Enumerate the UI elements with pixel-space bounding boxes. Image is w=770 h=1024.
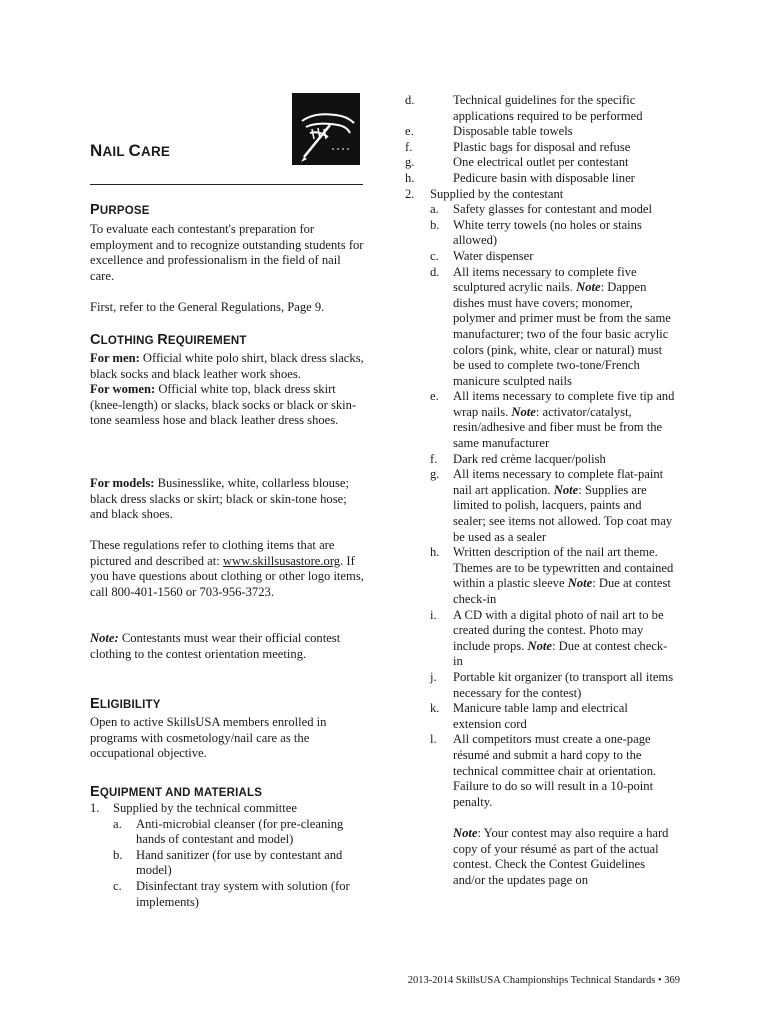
list-item-label: g.: [405, 155, 415, 170]
list-item-text: Safety glasses for contestant and model: [453, 202, 652, 217]
clothing-models: For models: Businesslike, white, collarless blouse; black dress slacks or skirt; black or skin-tone hose; and black shoes.: [90, 476, 349, 522]
list-item-label: b.: [113, 847, 123, 862]
note-label: Note: [567, 576, 593, 591]
list-item-text: Portable kit organizer (to transport all items necessary for the contest): [453, 669, 674, 700]
page-title: NAIL CARE: [90, 141, 171, 160]
clothing-regulations: These regulations refer to clothing items that are pictured and described at: www.skillsusastore.org. If you have questions about clothing or other logo items, call 800-401-1560 or 703-956-3723.: [90, 538, 364, 599]
list-item: [113, 879, 366, 910]
hand-painting-nail-icon: [292, 93, 360, 165]
list-item-label: a.: [430, 202, 439, 217]
nail-care-logo: [292, 93, 360, 165]
general-regulations-ref: First, refer to the General Regulations, Page 9.: [90, 300, 325, 314]
section-2-title: 2. Supplied by the contestant: [405, 186, 564, 201]
purpose-heading: PURPOSE: [90, 202, 150, 218]
list-item-label: l.: [430, 732, 437, 747]
list-item-label: f.: [430, 451, 438, 466]
list-item-text: Hand sanitizer (for use by contestant and model): [136, 847, 343, 878]
list-item-text: Pedicure basin with disposable liner: [453, 170, 635, 185]
list-item-label: d.: [405, 93, 415, 107]
resume-note: Note: Your contest may also require a hard copy of your résumé as part of the actual contest. Check the Contest Guidelines and/or the updates page on: [453, 825, 669, 887]
list-item-text: One electrical outlet per contestant: [453, 155, 629, 170]
list-item: [405, 93, 675, 124]
list-item-label: g.: [430, 467, 440, 482]
list-item-label: b.: [430, 217, 440, 232]
note-label: Note: [576, 280, 601, 295]
list-item-label: c.: [430, 248, 439, 263]
note-label: Note: [527, 638, 552, 653]
list-item-text: Disposable table towels: [453, 124, 573, 139]
list-item: [113, 817, 366, 848]
title-divider: [90, 184, 363, 185]
list-item-text: Disinfectant tray system with solution (for implements): [136, 878, 350, 909]
purpose-text: To evaluate each contestant's preparation for employment and to recognize outstanding students for excellence and professionalism in the field of nail care.: [90, 222, 364, 283]
list-item: [430, 608, 675, 670]
list-item-text: Plastic bags for disposal and refuse: [453, 139, 631, 154]
list-item-text: Manicure table lamp and electrical extension cord: [453, 701, 628, 731]
list-item-label: f.: [405, 139, 413, 154]
list-item: [405, 171, 675, 187]
list-item-label: a.: [113, 816, 122, 831]
note-label: Note: [511, 404, 536, 419]
list-item-label: d.: [430, 264, 440, 279]
list-item-text: All items necessary to complete five sculptured acrylic nails.: [453, 264, 637, 295]
equipment-section-1: 1. Supplied by the technical committee a. Anti-microbial cleanser (for pre-cleaning hands of contestant and model) b. Hand sanitizer (for use by contestant and model) c. Disinfectant tray system with solution (for implements): [90, 801, 366, 910]
list-item-text: A CD with a digital photo of nail art to be created during the contest. Photo may include props.: [453, 607, 664, 653]
list-item-label: i.: [430, 607, 437, 622]
list-item-text: All competitors must create a one-page résumé and submit a hard copy to the technical committee chair at orientation. Failure to do so will result in a 10-point penalty.: [453, 732, 657, 809]
list-item: [430, 249, 675, 265]
list-item-label: j.: [430, 669, 437, 684]
clothing-heading: CLOTHING REQUIREMENT: [90, 332, 247, 348]
note-text: : activator/catalyst, resin/adhesive and fiber must be from the same manufacturer: [453, 404, 663, 451]
list-item: [430, 452, 675, 468]
list-item-label: h.: [430, 545, 440, 560]
list-item: [113, 848, 366, 879]
list-item-text: Technical guidelines for the specific applications required to be performed: [453, 93, 643, 123]
page-footer: 2013-2014 SkillsUSA Championships Technical Standards • 369: [407, 975, 680, 986]
list-item: [430, 545, 675, 607]
note-text: : Due at contest check-in: [453, 638, 668, 669]
list-item-text: White terry towels (no holes or stains allowed): [453, 217, 642, 248]
eligibility-text: Open to active SkillsUSA members enrolled in programs with cosmetology/nail care as the occupational objective.: [90, 715, 327, 761]
list-item: [430, 732, 675, 810]
list-item: [430, 265, 675, 390]
list-item-label: k.: [430, 701, 440, 716]
list-item: [430, 670, 675, 701]
eligibility-heading: ELIGIBILITY: [90, 696, 161, 712]
list-item-text: Written description of the nail art theme. Themes are to be typewritten and contained within a plastic sleeve: [453, 545, 674, 591]
clothing-note: Note: Contestants must wear their official contest clothing to the contest orientation meeting.: [90, 631, 341, 661]
note-text: : Supplies are limited to polish, lacquers, paints and sealer; see items not allowed. Top coat may be used as a sealer: [453, 482, 673, 544]
clothing-men: For men: Official white polo shirt, black dress slacks, black socks and black leather work shoes. For women: Official white top, black dress skirt (knee-length) or slacks, black socks or black or skin-tone seamless hose and black leather dress shoes.: [90, 351, 364, 428]
list-item: [405, 140, 675, 156]
list-item-text: Water dispenser: [453, 248, 534, 263]
list-item: [405, 155, 675, 171]
note-label: Note: [553, 482, 579, 497]
list-item: [430, 467, 675, 545]
list-item-text: All items necessary to complete five tip and wrap nails.: [453, 389, 675, 419]
list-item-label: c.: [113, 878, 122, 893]
list-item-text: Anti-microbial cleanser (for pre-cleaning hands of contestant and model): [136, 816, 344, 847]
list-item: [430, 218, 675, 249]
list-item: [430, 389, 675, 451]
list-item: [405, 124, 675, 140]
list-item-label: e.: [430, 389, 439, 404]
list-item-label: h.: [405, 170, 415, 185]
note-text: : Dappen dishes must have covers; monomer, polymer and primer must be from the same manufacturer; two of the four basic acrylic colors (pink, white, clear or natural) must be used to complete two-tone/French manicure sculpted nails: [453, 280, 671, 388]
equipment-section-1-continued: [405, 93, 675, 888]
skillsusa-store-link[interactable]: www.skillsusastore.org: [222, 553, 341, 568]
list-item-text: Dark red crème lacquer/polish: [453, 451, 606, 466]
list-item-label: e.: [405, 124, 414, 139]
list-item: [430, 202, 675, 218]
equipment-heading: EQUIPMENT AND MATERIALS: [90, 784, 263, 800]
note-text: : Due at contest check-in: [453, 576, 671, 606]
list-item: [430, 701, 675, 732]
list-item-text: All items necessary to complete flat-paint nail art application.: [453, 467, 664, 497]
